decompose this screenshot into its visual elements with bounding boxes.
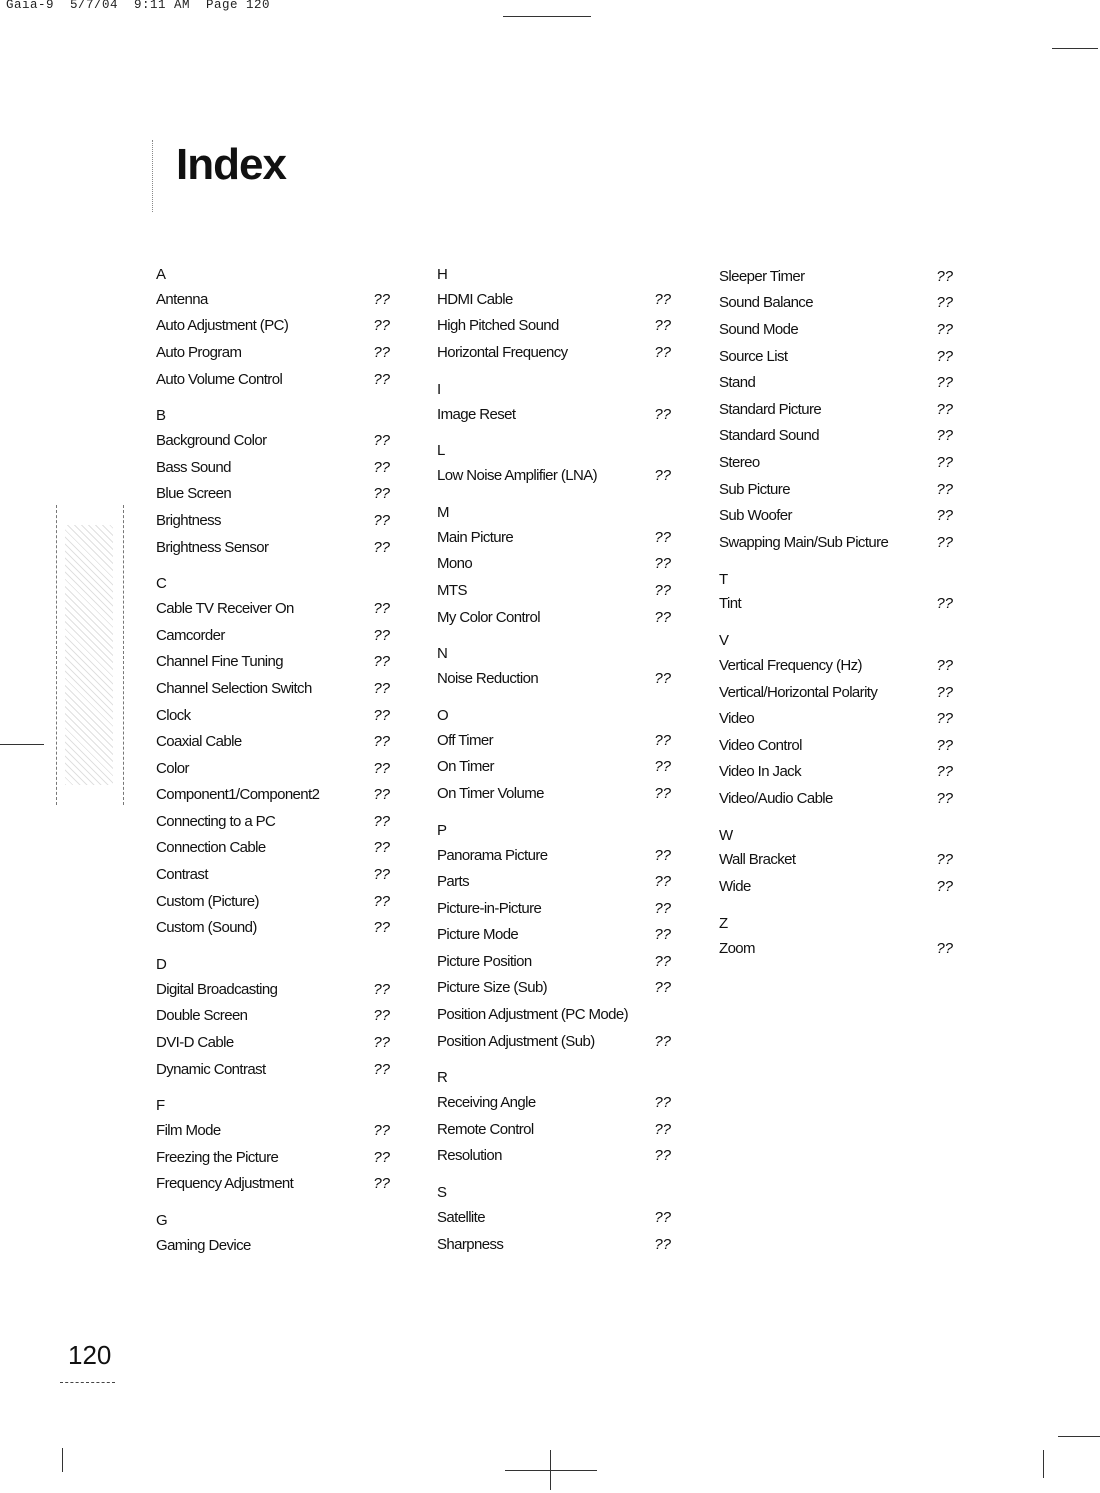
index-entry-page: ?? [654,758,671,776]
index-group [437,819,671,1055]
index-entry [156,702,390,729]
index-column-1 [156,263,390,1259]
index-entry-term: Gaming Device [156,1237,251,1255]
index-letter-heading: T [719,570,729,588]
index-entry-term: Clock [156,706,191,724]
index-entry [437,665,671,692]
crop-mark-bottom-center-v [550,1450,551,1490]
crop-mark-bottom-left-v [62,1448,63,1472]
index-entry [437,922,671,949]
index-entry [156,534,390,561]
index-entry-term: Channel Selection Switch [156,679,312,697]
index-entry [719,343,953,370]
index-entry [156,888,390,915]
index-entry-term: Stereo [719,453,760,471]
index-entry-page: ?? [936,595,953,613]
index-entry-page: ?? [936,320,953,338]
index-entry-page: ?? [654,528,671,546]
index-entry-page: ?? [936,878,953,896]
index-entry-page: ?? [654,555,671,573]
index-entry-page: ?? [936,427,953,445]
index-entry-page: ?? [654,731,671,749]
index-entry [719,759,953,786]
index-entry [437,1204,671,1231]
index-entry [156,1144,390,1171]
index-entry [719,263,953,290]
index-entry-page: ?? [654,581,671,599]
index-letter-heading: O [437,706,449,724]
index-entry-page: ?? [936,789,953,807]
index-entry-page: ?? [936,400,953,418]
index-entry [156,675,390,702]
index-entry-page: ?? [373,1122,390,1140]
page-number-underline [60,1382,115,1383]
index-entry-page: ?? [373,839,390,857]
index-entry-page: ?? [654,1235,671,1253]
index-letter-heading: I [437,380,442,398]
index-entry-term: Zoom [719,939,755,957]
index-entry [156,861,390,888]
index-entry [719,316,953,343]
crop-mark-bottom-center [505,1470,597,1471]
index-entry [437,1028,671,1055]
index-letter-heading: V [719,632,730,650]
index-entry-page: ?? [654,1032,671,1050]
index-entry-term: Cable TV Receiver On [156,600,294,618]
index-entry-term: Film Mode [156,1122,221,1140]
index-entry-page: ?? [936,939,953,957]
index-entry-page: ?? [373,485,390,503]
index-entry-term: Sharpness [437,1235,504,1253]
index-entry-term: Wall Bracket [719,851,796,869]
index-entry-page: ?? [373,812,390,830]
index-entry-term: Custom (Sound) [156,919,257,937]
index-entry-page: ?? [373,290,390,308]
index-entry-term: Noise Reduction [437,670,539,688]
index-entry [156,808,390,835]
crop-mark-bottom-right-v [1043,1450,1044,1478]
index-entry-page: ?? [373,511,390,529]
index-entry [437,604,671,631]
print-slug: Gaia-9 5/7/04 9:11 AM Page 120 [6,0,271,12]
index-group [719,629,953,812]
index-entry-term: Panorama Picture [437,846,548,864]
index-entry [719,935,953,962]
index-group [156,953,390,1082]
index-entry [156,1003,390,1030]
index-entry-term: Brightness Sensor [156,538,269,556]
index-entry-term: Image Reset [437,405,516,423]
index-entry [719,652,953,679]
index-group [437,501,671,630]
index-entry-term: Camcorder [156,626,225,644]
index-entry [437,401,671,428]
page-title: Index [176,140,286,189]
index-entry-term: Resolution [437,1147,502,1165]
index-entry-page: ?? [373,1148,390,1166]
index-entry-page: ?? [373,370,390,388]
index-entry-term: Background Color [156,432,267,450]
index-entry [156,835,390,862]
index-entry [437,754,671,781]
index-entry-term: Mono [437,555,473,573]
index-entry [437,313,671,340]
index-entry [437,1143,671,1170]
index-entry-page: ?? [654,846,671,864]
index-entry [156,976,390,1003]
index-entry-page: ?? [936,507,953,525]
index-entry-term: Stand [719,374,756,392]
index-entry-term: Frequency Adjustment [156,1175,294,1193]
index-entry-term: Component1/Component2 [156,786,320,804]
index-entry-page: ?? [936,294,953,312]
index-entry [719,591,953,618]
index-entry [437,551,671,578]
index-entry-page: ?? [654,873,671,891]
index-entry [719,476,953,503]
index-entry-page: ?? [654,608,671,626]
index-group [437,704,671,807]
index-entry-term: Picture Position [437,952,532,970]
index-entry-term: Connection Cable [156,839,266,857]
index-group [156,263,390,392]
index-entry [719,502,953,529]
index-entry [437,868,671,895]
index-letter-heading: D [156,956,167,974]
index-entry-page: ?? [373,786,390,804]
index-entry [156,481,390,508]
crop-mark-top-right [1052,48,1098,49]
index-entry-term: Position Adjustment (PC Mode) [437,1006,629,1024]
index-entry-term: Video [719,710,755,728]
index-entry-page: ?? [373,600,390,618]
index-entry [156,728,390,755]
index-entry-term: Auto Program [156,343,242,361]
index-entry [156,313,390,340]
index-letter-heading: A [156,266,167,283]
index-entry-page: ?? [373,919,390,937]
index-entry-page: ?? [373,1060,390,1078]
index-entry [156,339,390,366]
index-entry [437,842,671,869]
index-entry-page: ?? [373,538,390,556]
index-entry-page: ?? [654,1147,671,1165]
index-letter-heading: F [156,1097,166,1115]
index-letter-heading: C [156,575,167,593]
index-entry-term: Horizontal Frequency [437,343,568,361]
index-entry-page: ?? [936,656,953,674]
index-entry-term: Position Adjustment (Sub) [437,1032,595,1050]
crop-mark-bottom-right [1058,1436,1100,1437]
index-entry [156,914,390,941]
index-entry-page: ?? [654,1120,671,1138]
index-entry-term: Sound Mode [719,320,799,338]
crop-mark-left-mid [0,744,44,745]
index-entry-page: ?? [936,710,953,728]
index-entry-page: ?? [373,317,390,335]
index-group [719,568,953,618]
index-entry-term: Swapping Main/Sub Picture [719,533,889,551]
index-entry-term: Blue Screen [156,485,232,503]
index-entry-page: ?? [654,343,671,361]
index-entry-term: MTS [437,581,467,599]
index-entry [156,366,390,393]
index-group [156,572,390,941]
index-letter-heading: L [437,442,446,460]
index-column-3 [719,263,953,961]
index-entry [156,782,390,809]
index-entry [437,1116,671,1143]
index-entry-page: ?? [654,405,671,423]
index-entry-term: My Color Control [437,608,540,626]
index-entry [156,1171,390,1198]
index-entry [719,529,953,556]
index-entry-term: Remote Control [437,1120,534,1138]
index-entry [437,1231,671,1258]
index-entry-page: ?? [373,1175,390,1193]
index-entry [437,948,671,975]
index-entry-term: High Pitched Sound [437,317,559,335]
index-entry-page: ?? [373,892,390,910]
index-entry [719,369,953,396]
scan-artifact [56,505,124,805]
index-entry [719,785,953,812]
index-entry-page: ?? [936,533,953,551]
index-entry [719,679,953,706]
index-entry [719,396,953,423]
index-letter-heading: G [156,1212,168,1230]
index-entry-term: Wide [719,878,751,896]
index-entry [437,339,671,366]
index-entry-page: ?? [373,1034,390,1052]
index-entry-term: Auto Adjustment (PC) [156,317,289,335]
index-group [719,824,953,900]
index-entry [156,427,390,454]
index-entry [437,462,671,489]
index-entry-page: ?? [654,784,671,802]
index-entry-term: Auto Volume Control [156,370,283,388]
index-group [437,1066,671,1169]
index-letter-heading: N [437,645,448,663]
index-entry-page: ?? [936,374,953,392]
index-letter-heading: H [437,266,448,283]
index-entry-term: Channel Fine Tuning [156,653,284,671]
index-entry [156,1117,390,1144]
index-entry-term: Video In Jack [719,763,801,781]
index-entry [719,873,953,900]
index-entry [437,780,671,807]
index-entry-term: Digital Broadcasting [156,980,278,998]
index-letter-heading: B [156,407,167,425]
index-entry [156,507,390,534]
index-entry [437,577,671,604]
index-entry-term: Freezing the Picture [156,1148,279,1166]
index-letter-heading: P [437,821,448,839]
index-entry [437,975,671,1002]
index-entry-term: Video/Audio Cable [719,789,833,807]
index-entry-term: Contrast [156,866,208,884]
index-entry-term: Receiving Angle [437,1094,536,1112]
index-entry-page: ?? [936,736,953,754]
index-entry [156,286,390,313]
index-entry-term: Standard Sound [719,427,820,445]
index-entry [156,622,390,649]
index-entry-term: Sub Picture [719,480,790,498]
index-group [437,378,671,428]
index-letter-heading: R [437,1069,448,1087]
index-group [719,912,953,962]
index-entry-term: Main Picture [437,528,514,546]
index-entry-term: Standard Picture [719,400,822,418]
index-entry-page: ?? [654,670,671,688]
index-entry-page: ?? [936,851,953,869]
index-column-2 [437,263,671,1257]
index-entry-term: Brightness [156,511,221,529]
index-entry-term: Picture Size (Sub) [437,979,548,997]
index-letter-heading: W [719,826,734,844]
index-entry-term: HDMI Cable [437,290,513,308]
index-entry [719,449,953,476]
index-entry-page: ?? [654,317,671,335]
index-entry-term: Bass Sound [156,458,231,476]
index-entry [156,1056,390,1083]
index-group [156,1209,390,1259]
index-entry [437,1089,671,1116]
index-entry-page: ?? [373,706,390,724]
index-group [437,263,671,366]
index-entry [156,1029,390,1056]
index-entry-term: Tint [719,595,742,613]
index-letter-heading: S [437,1184,448,1202]
index-group [156,404,390,560]
index-entry-term: DVI-D Cable [156,1034,234,1052]
index-entry-page: ?? [373,759,390,777]
index-entry-term: On Timer Volume [437,784,544,802]
index-entry-page: ?? [373,733,390,751]
index-entry-term: Picture Mode [437,926,519,944]
index-entry-page: ?? [936,453,953,471]
index-group [156,1094,390,1197]
index-entry-page: ?? [654,1209,671,1227]
index-entry-term: Connecting to a PC [156,812,276,830]
index-entry-page: ?? [373,653,390,671]
index-entry-term: Vertical Frequency (Hz) [719,656,862,674]
index-group [437,1181,671,1257]
index-entry [719,732,953,759]
index-entry [719,290,953,317]
index-group [437,439,671,489]
index-entry [437,286,671,313]
index-entry-page: ?? [936,267,953,285]
index-entry-page: ?? [654,952,671,970]
index-entry [156,1232,390,1259]
index-entry-page: ?? [373,343,390,361]
index-entry-term: Parts [437,873,470,891]
index-entry [437,895,671,922]
title-marker [152,140,165,212]
index-entry-term: Custom (Picture) [156,892,259,910]
index-entry-term: Color [156,759,189,777]
index-entry-term: Sound Balance [719,294,813,312]
index-entry-page: ?? [373,866,390,884]
index-entry-term: Dynamic Contrast [156,1060,266,1078]
index-entry-term: Antenna [156,290,208,308]
index-entry-term: Sub Woofer [719,507,792,525]
index-entry-term: Coaxial Cable [156,733,242,751]
index-entry [719,423,953,450]
index-entry-term: Double Screen [156,1007,248,1025]
index-entry [156,755,390,782]
index-entry [719,705,953,732]
crop-mark-top-center [503,16,591,17]
page-number: 120 [68,1340,112,1370]
index-entry [437,727,671,754]
index-entry-page: ?? [654,1094,671,1112]
index-entry-page: ?? [654,467,671,485]
index-entry-term: Off Timer [437,731,493,749]
index-entry-term: Sleeper Timer [719,267,805,285]
index-entry [156,649,390,676]
index-entry [156,595,390,622]
index-entry-term: Low Noise Amplifier (LNA) [437,467,598,485]
index-entry-term: On Timer [437,758,494,776]
index-group [719,263,953,556]
index-entry [437,524,671,551]
index-entry-page: ?? [936,763,953,781]
index-entry-page: ?? [373,1007,390,1025]
index-entry [719,847,953,874]
index-entry-page: ?? [373,626,390,644]
index-entry-term: Satellite [437,1209,485,1227]
index-entry-page: ?? [373,679,390,697]
index-letter-heading: Z [719,914,729,932]
index-entry-page: ?? [936,480,953,498]
index-entry-page: ?? [936,683,953,701]
index-entry-page: ?? [373,432,390,450]
index-entry-page: ?? [654,926,671,944]
index-entry-page: ?? [936,347,953,365]
index-entry [156,454,390,481]
index-entry-page: ?? [654,899,671,917]
index-entry-page: ?? [654,290,671,308]
index-group [437,642,671,692]
index-entry-page: ?? [373,458,390,476]
index-entry-page: ?? [373,980,390,998]
index-entry-term: Video Control [719,736,802,754]
index-entry-term: Vertical/Horizontal Polarity [719,683,878,701]
index-entry-term: Source List [719,347,788,365]
index-entry [437,1001,671,1028]
index-letter-heading: M [437,503,450,521]
index-entry-page: ?? [654,979,671,997]
index-entry-term: Picture-in-Picture [437,899,542,917]
